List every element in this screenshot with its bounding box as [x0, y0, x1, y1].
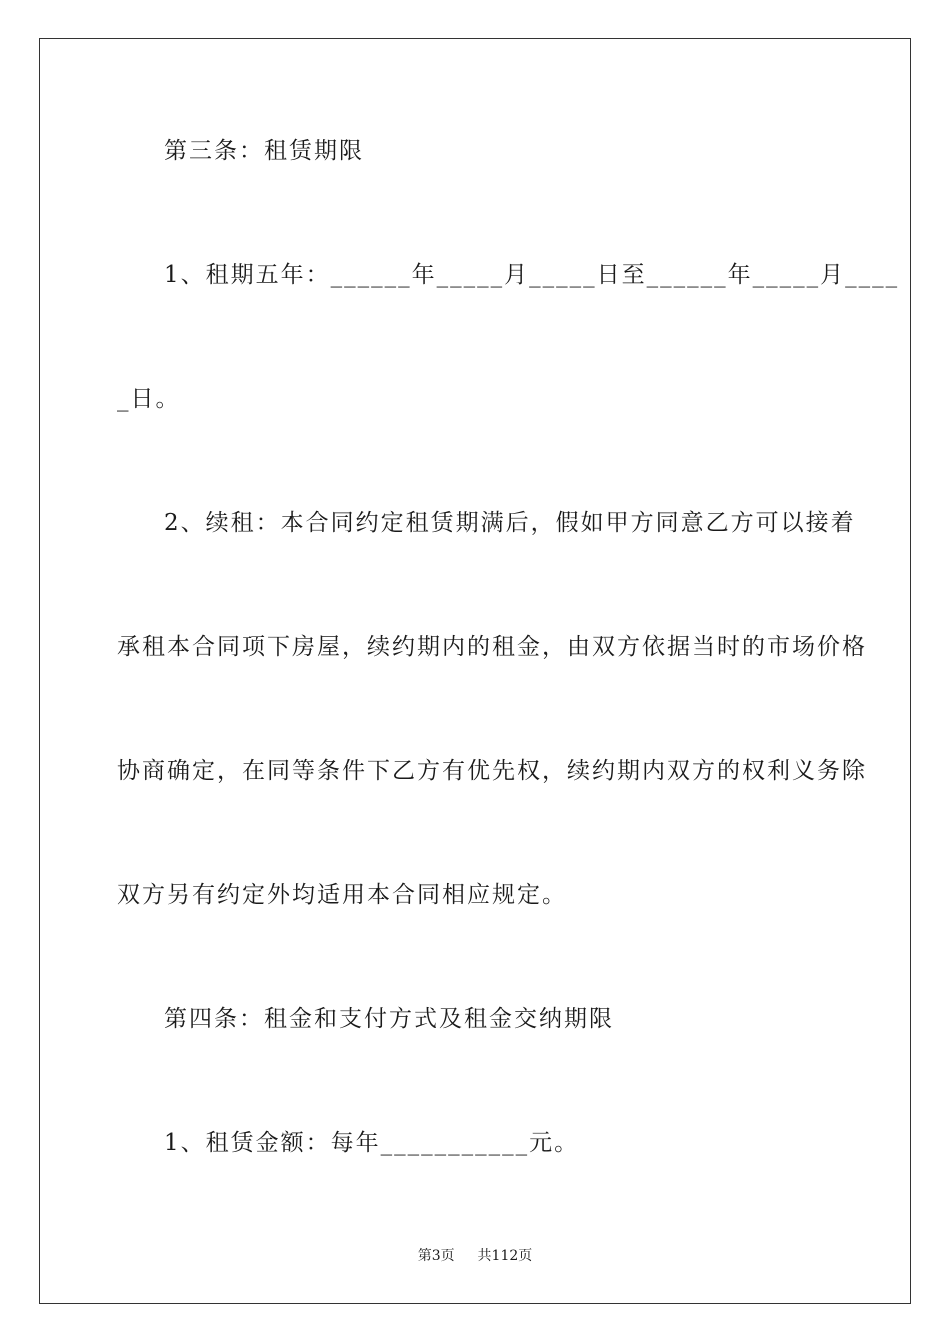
page-number: 第3页	[417, 1248, 455, 1264]
page-frame	[39, 38, 911, 1304]
rent-amount-line: 1、租赁金额：每年___________元。	[164, 1130, 580, 1156]
renewal-paragraph-line-2: 承租本合同项下房屋，续约期内的租金，由双方依据当时的市场价格	[117, 634, 867, 660]
lease-term-line: 1、租期五年：______年_____月_____日至______年_____月____	[164, 262, 900, 288]
lease-term-line-continued: _日。	[117, 386, 181, 412]
renewal-paragraph-line-3: 协商确定，在同等条件下乙方有优先权，续约期内双方的权利义务除	[117, 758, 867, 784]
renewal-paragraph-line-1: 2、续租：本合同约定租赁期满后，假如甲方同意乙方可以接着	[164, 510, 856, 536]
article-4-heading: 第四条：租金和支付方式及租金交纳期限	[164, 1006, 614, 1032]
article-3-heading: 第三条：租赁期限	[164, 138, 364, 164]
renewal-paragraph-line-4: 双方另有约定外均适用本合同相应规定。	[117, 882, 567, 908]
total-pages: 共112页	[477, 1248, 533, 1264]
page-footer	[0, 1246, 950, 1266]
